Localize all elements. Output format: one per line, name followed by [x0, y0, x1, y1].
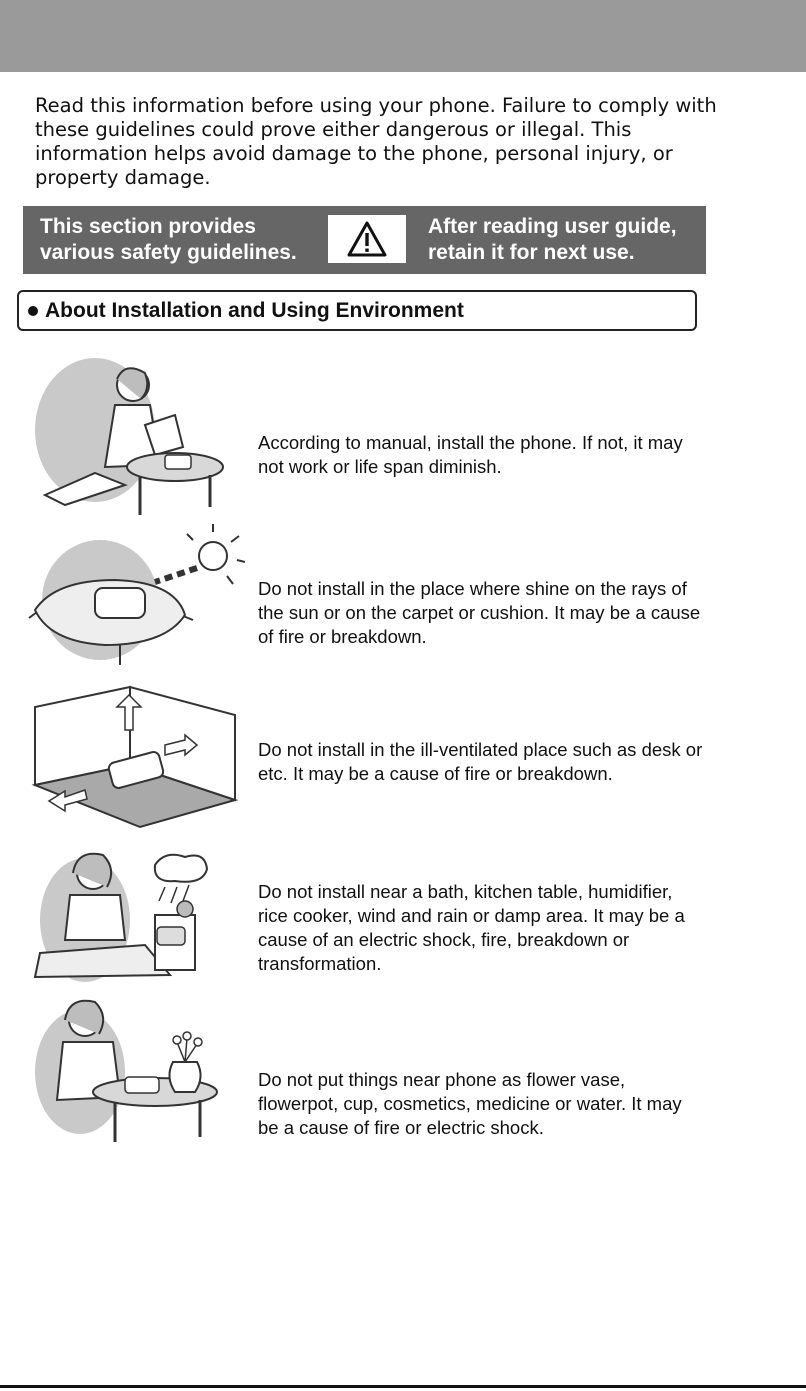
- section-heading: [17, 290, 697, 331]
- bullet-icon: [28, 306, 38, 316]
- safety-item-text: Do not install in the place where shine on the rays of the sun or on the carpet or cushion. It may be a cause of fire or breakdown.: [258, 578, 701, 647]
- intro-paragraph: Read this information before using your phone. Failure to comply with these guidelines could prove either dangerous or illegal. This information helps avoid damage to the phone, personal injury, or property damage.: [35, 94, 717, 189]
- safety-item-text: Do not install in the ill-ventilated place such as desk or etc. It may be a cause of fire or breakdown.: [258, 739, 703, 784]
- phone-on-cushion-in-sun-illustration: [25, 520, 245, 670]
- safety-item-text: According to manual, install the phone. If not, it may not work or life span diminish.: [258, 432, 683, 477]
- woman-at-sink-illustration: [25, 845, 230, 985]
- woman-reading-manual-illustration: [25, 355, 225, 520]
- safety-banner: [23, 206, 706, 274]
- woman-with-flower-vase-illustration: [25, 992, 230, 1147]
- banner-left-text: This section provides various safety guidelines.: [40, 215, 297, 264]
- safety-item-text: Do not put things near phone as flower vase, flowerpot, cup, cosmetics, medicine or water. It may be a cause of fire or electric shock.: [258, 1069, 682, 1138]
- phone-in-corner-illustration: [25, 685, 240, 830]
- banner-right-text: After reading user guide, retain it for next use.: [428, 215, 677, 264]
- bottom-rule: [0, 1385, 806, 1388]
- warning-triangle-icon: [328, 215, 406, 263]
- header-bar: [0, 0, 806, 72]
- safety-item-text: Do not install near a bath, kitchen table, humidifier, rice cooker, wind and rain or damp area. It may be a cause of an electric shock, fire, breakdown or transformation.: [258, 881, 685, 974]
- section-title: About Installation and Using Environment: [45, 299, 464, 322]
